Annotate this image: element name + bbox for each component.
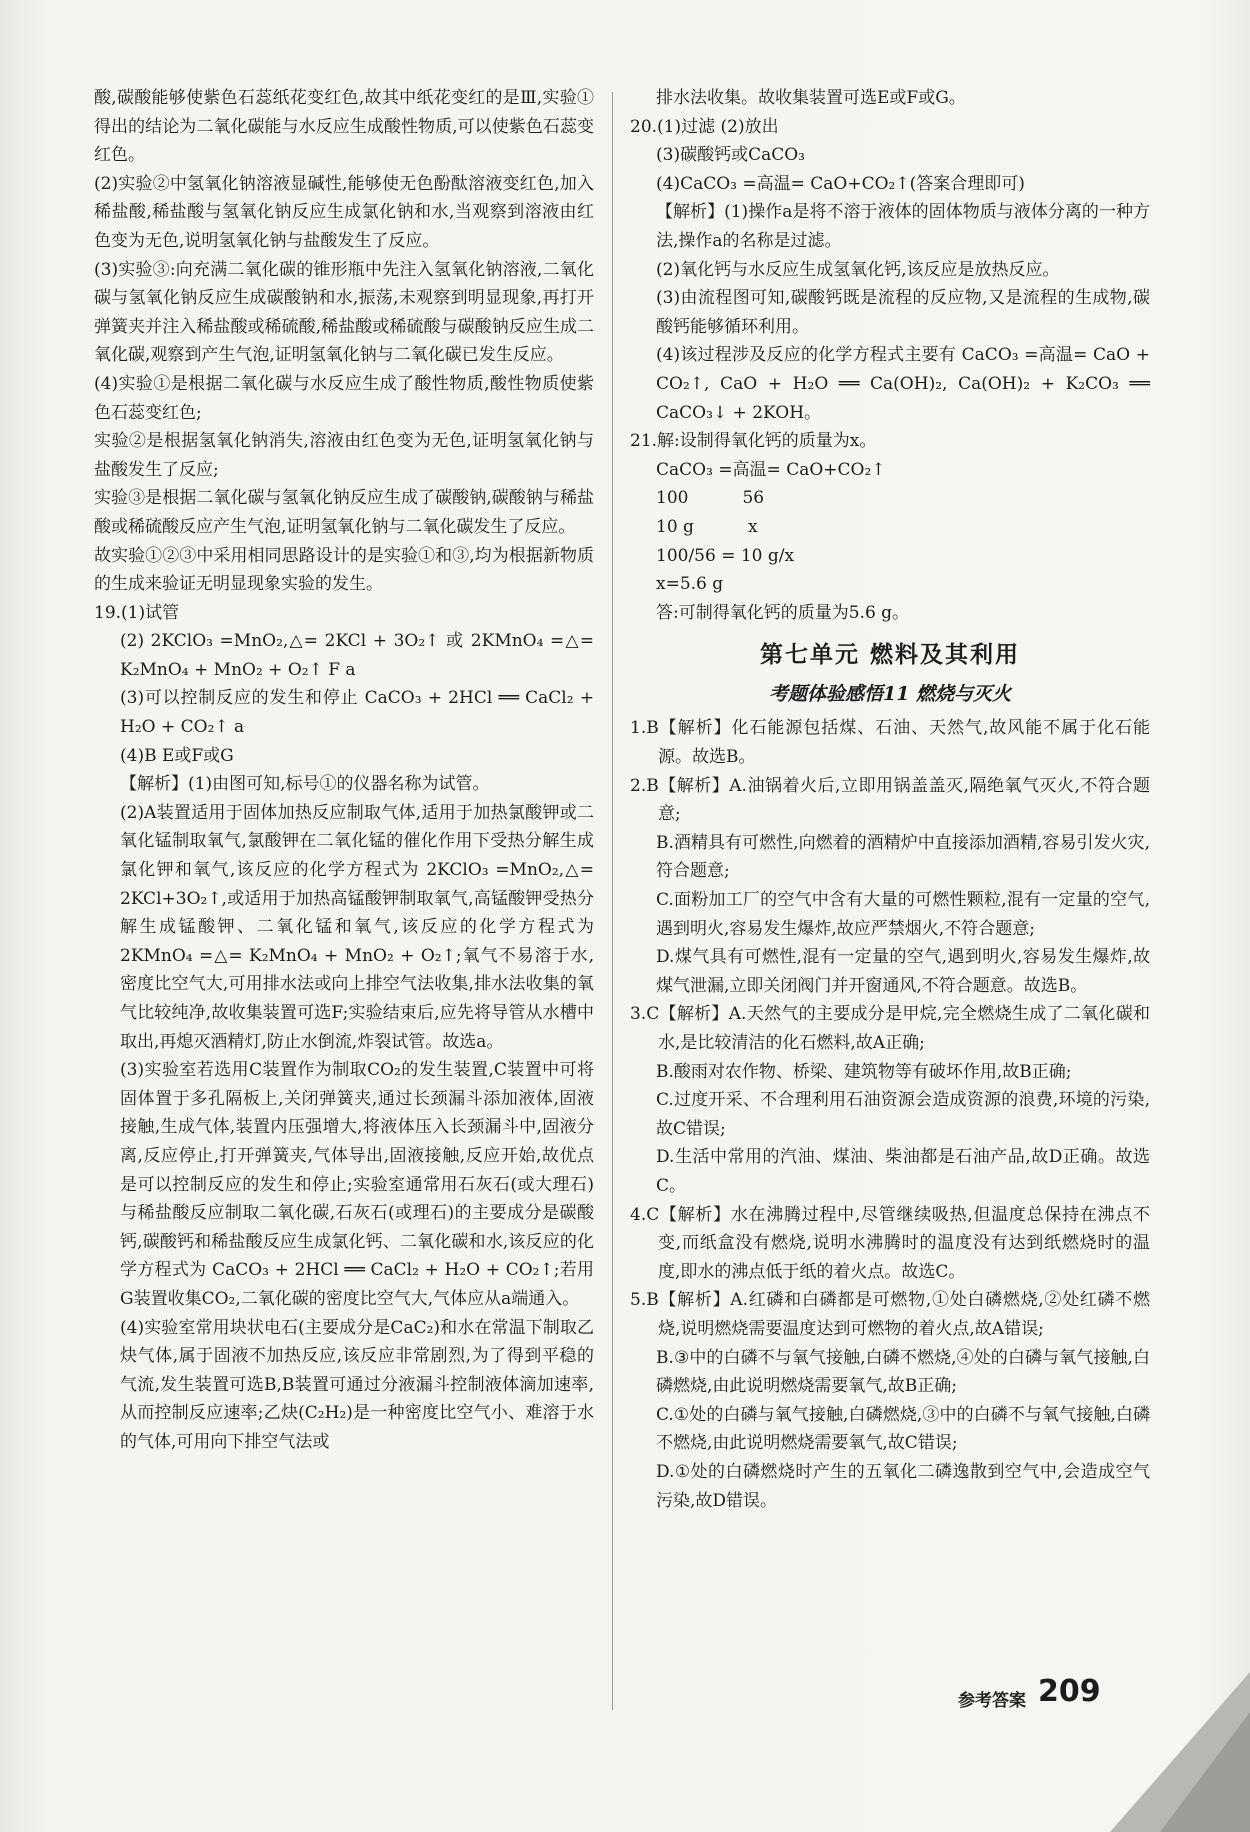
analysis-line: (3)实验室若选用C装置作为制取CO₂的发生装置,C装置中可将固体置于多孔隔板上,关闭弹簧夹,通过长颈漏斗添加液体,固液接触,生成气体,装置内压强增大,将液体压入长颈漏斗中,固液分离,反应停止,打开弹簧夹,气体导出,固液接触,反应开始,故优点是可以控制反应的发生和停止;实验室通常用石灰石(或大理石)与稀盐酸反应制取二氧化碳,石灰石(或理石)的主要成分是碳酸钙,碳酸钙和稀盐酸反应生成氯化钙、二氧化碳和水,该反应的化学方程式为 CaCO₃ + 2HCl ══ CaCl₂ + H₂O + CO₂↑;若用G装置收集CO₂,二氧化碳的密度比空气大,气体应从a端通入。 <box>120 1060 594 1309</box>
analysis-line: (4)该过程涉及反应的化学方程式主要有 CaCO₃ =高温= CaO + CO₂↑, CaO + H₂O ══ Ca(OH)₂, Ca(OH)₂ + K₂CO₃ ══ CaCO₃↓ + 2KOH。 <box>656 345 1150 423</box>
text-block: 实验③是根据二氧化碳与氢氧化钠反应生成了碳酸钠,碳酸钠与稀盐酸或稀硫酸反应产生气泡,证明氢氧化钠与二氧化碳发生了反应。 <box>94 488 594 537</box>
text-block: (4)实验①是根据二氧化碳与水反应生成了酸性物质,酸性物质使紫色石蕊变红色; <box>94 373 594 423</box>
text-block: 酸,碳酸能够使紫色石蕊纸花变红色,故其中纸花变红的是Ⅲ,实验①得出的结论为二氧化碳能与水反应生成酸性物质,可以使紫色石蕊变红色。 <box>94 88 594 166</box>
page-number: 209 <box>1038 1674 1101 1709</box>
answer-item: B.酸雨对农作物、桥梁、建筑物等有破坏作用,故B正确; <box>656 1061 1072 1082</box>
answer-item: C.①处的白磷与氧气接触,白磷燃烧,③中的白磷不与氧气接触,白磷不燃烧,由此说明燃烧需要氧气,故C错误; <box>656 1404 1150 1454</box>
answer-item: 1.B【解析】化石能源包括煤、石油、天然气,故风能不属于化石能源。故选B。 <box>630 718 1150 768</box>
analysis-line: (2)A装置适用于固体加热反应制取气体,适用于加热氯酸钾或二氧化锰制取氧气,氯酸钾在二氧化锰的催化作用下受热分解生成氯化钾和氧气,该反应的化学方程式为 2KClO₃ =MnO₂,△= 2KCl+3O₂↑,或适用于加热高锰酸钾制取氧气,高锰酸钾受热分解生成锰酸钾、二氧化锰和氧气,该反应的化学方程式为 2KMnO₄ =△= K₂MnO₄ + MnO₂ + O₂↑;氧气不易溶于水,密度比空气大,可用排水法或向上排空气法收集,排水法收集的氧气比较纯净,故收集装置可选F;实验结束后,应先将导管从水槽中取出,再熄灭酒精灯,防止水倒流,炸裂试管。故选a。 <box>120 802 594 1052</box>
text-block: 故实验①②③中采用相同思路设计的是实验①和③,均为根据新物质的生成来验证无明显现象实验的发生。 <box>94 545 594 595</box>
text-block: 实验②是根据氢氧化钠消失,溶液由红色变为无色,证明氢氧化钠与盐酸发生了反应; <box>94 431 594 480</box>
unit-title: 第七单元 燃料及其利用 <box>759 642 1020 669</box>
equation-line: 100/56 = 10 g/x <box>656 545 795 566</box>
corner-shadow-decoration <box>1070 1652 1250 1832</box>
answer-item: D.生活中常用的汽油、煤油、柴油都是石油产品,故D正确。故选C。 <box>656 1147 1150 1196</box>
answer-item: C.面粉加工厂的空气中含有大量的可燃性颗粒,混有一定量的空气,遇到明火,容易发生爆炸,故应严禁烟火,不符合题意; <box>656 890 1150 939</box>
text-block: (3)实验③:向充满二氧化碳的锥形瓶中先注入氢氧化钠溶液,二氧化碳与氢氧化钠反应生成碳酸钠和水,振荡,未观察到明显现象,再打开弹簧夹并注入稀盐酸或稀硫酸,稀盐酸或稀硫酸与碳酸钠反应生成二氧化碳,观察到产生气泡,证明氢氧化钠与二氧化碳已发生反应。 <box>94 259 594 366</box>
answer-item: D.煤气具有可燃性,混有一定量的空气,遇到明火,容易发生爆炸,故煤气泄漏,立即关闭阀门并开窗通风,不符合题意。故选B。 <box>656 947 1150 996</box>
right-column <box>630 84 1150 1515</box>
analysis-line: 【解析】(1)操作a是将不溶于液体的固体物质与液体分离的一种方法,操作a的名称是过滤。 <box>656 202 1150 251</box>
answer-item: B.③中的白磷不与氧气接触,白磷不燃烧,④处的白磷与氧气接触,白磷燃烧,由此说明燃烧需要氧气,故B正确; <box>656 1347 1150 1397</box>
lesson-title: 考题体验感悟11 燃烧与灭火 <box>768 682 1012 705</box>
analysis-line: (3)由流程图可知,碳酸钙既是流程的反应物,又是流程的生成物,碳酸钙能够循环利用。 <box>656 288 1150 337</box>
text-block: 排水法收集。故收集装置可选E或F或G。 <box>656 88 966 108</box>
answer-line: 答:可制得氧化钙的质量为5.6 g。 <box>656 602 910 623</box>
footer-label: 参考答案 <box>958 1691 1026 1711</box>
answer-item: 4.C【解析】水在沸腾过程中,尽管继续吸热,但温度总保持在沸点不变,而纸盒没有燃烧,说明水沸腾时的温度没有达到纸燃烧时的温度,即水的沸点低于纸的着火点。故选C。 <box>630 1204 1150 1282</box>
question-number: 21.解:设制得氧化钙的质量为x。 <box>630 431 877 452</box>
equation-line: CaCO₃ =高温= CaO+CO₂↑ <box>656 459 886 480</box>
answer-item: B.酒精具有可燃性,向燃着的酒精炉中直接添加酒精,容易引发火灾,符合题意; <box>656 832 1150 882</box>
analysis-line: 【解析】(1)由图可知,标号①的仪器名称为试管。 <box>120 774 490 795</box>
analysis-line: (4)实验室常用块状电石(主要成分是CaC₂)和水在常温下制取乙炔气体,属于固液不加热反应,该反应非常剧烈,为了得到平稳的气流,发生装置可选B,B装置可通过分液漏斗控制液体滴加速率,从而控制反应速率;乙炔(C₂H₂)是一种密度比空气小、难溶于水的气体,可用向下排空气法或 <box>120 1317 594 1452</box>
equation-line: x=5.6 g <box>656 574 724 595</box>
column-divider <box>612 92 613 1710</box>
left-column <box>94 84 594 1457</box>
equation-line: 10 g x <box>656 516 758 537</box>
answer-item: 3.C【解析】A.天然气的主要成分是甲烷,完全燃烧生成了二氧化碳和水,是比较清洁的化石燃料,故A正确; <box>630 1004 1150 1053</box>
answer-item: 5.B【解析】A.红磷和白磷都是可燃物,①处白磷燃烧,②处红磷不燃烧,说明燃烧需要温度达到可燃物的着火点,故A错误; <box>630 1290 1150 1339</box>
answer-line: (4)CaCO₃ =高温= CaO+CO₂↑(答案合理即可) <box>656 173 1025 194</box>
answer-item: C.过度开采、不合理利用石油资源会造成资源的浪费,环境的污染,故C错误; <box>656 1090 1150 1139</box>
text-block: (2)实验②中氢氧化钠溶液显碱性,能够使无色酚酞溶液变红色,加入稀盐酸,稀盐酸与氢氧化钠反应生成氯化钠和水,当观察到溶液由红色变为无色,说明氢氧化钠与盐酸发生了反应。 <box>94 173 594 251</box>
answer-item: 2.B【解析】A.油锅着火后,立即用锅盖盖灭,隔绝氧气灭火,不符合题意; <box>630 775 1150 825</box>
question-number: 20.(1)过滤 (2)放出 <box>630 116 779 137</box>
equation-line: 100 56 <box>656 488 765 509</box>
answer-line: (4)B E或F或G <box>120 745 234 766</box>
answer-item: D.①处的白磷燃烧时产生的五氧化二磷逸散到空气中,会造成空气污染,故D错误。 <box>656 1461 1150 1511</box>
analysis-line: (2)氧化钙与水反应生成氢氧化钙,该反应是放热反应。 <box>656 259 1060 280</box>
answer-line: (2) 2KClO₃ =MnO₂,△= 2KCl + 3O₂↑ 或 2KMnO₄ =△= K₂MnO₄ + MnO₂ + O₂↑ F a <box>120 631 594 680</box>
question-number: 19.(1)试管 <box>94 602 180 623</box>
answer-line: (3)可以控制反应的发生和停止 CaCO₃ + 2HCl ══ CaCl₂ + H₂O + CO₂↑ a <box>120 688 594 738</box>
answer-line: (3)碳酸钙或CaCO₃ <box>656 145 805 166</box>
